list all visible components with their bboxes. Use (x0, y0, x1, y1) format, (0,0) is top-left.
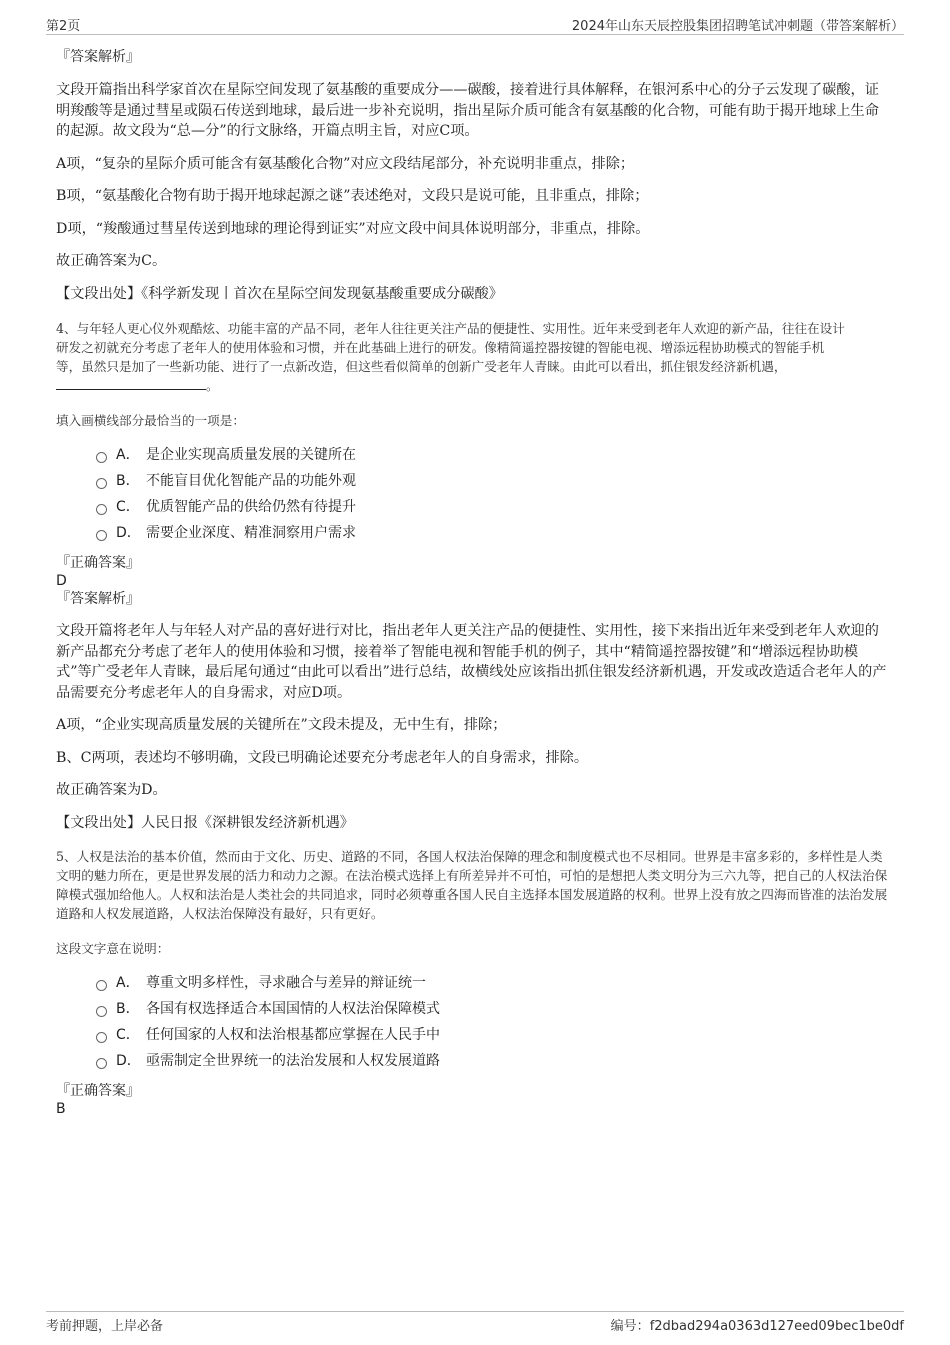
code-label: 编号： (610, 1319, 650, 1334)
q4-option-a-analysis: A项，“企业实现高质量发展的关键所在”文段未提及，无中生有，排除； (56, 717, 507, 733)
radio-button[interactable] (96, 980, 107, 991)
option-letter: B． (116, 473, 140, 489)
q5-stem: 5、人权是法治的基本价值，然而由于文化、历史、道路的不同，各国人权法治保障的理念和制度模式也不尽相同。世界是丰富多彩的，多样性是人类文明的魅力所在，更是世界发展的活力和动力之源。在法治模式选择上有所差异并不可怕，可怕的是想把人类文明分为三六九等，把自己的人权法治保障模式强加给他人。人权和法治是人类社会的共同追求，同时必须尊重各国人民自主选择本国发展道路的权利。世界上没有放之四海而皆准的法治发展道路和人权发展道路，人权法治保障没有最好，只有更好。 (56, 849, 888, 921)
q4-options (96, 442, 892, 546)
q3-analysis-section (56, 48, 892, 304)
radio-button[interactable] (96, 478, 107, 489)
q5-option-d[interactable] (96, 1048, 892, 1074)
radio-button[interactable] (96, 1006, 107, 1017)
q4-option-b[interactable] (96, 468, 892, 494)
page-number: 第2页 (46, 19, 81, 34)
option-letter: A． (116, 975, 140, 991)
q3-analysis-label: 『答案解析』 (56, 49, 140, 65)
q3-option-d-analysis: D项，“羧酸通过彗星传送到地球的理论得到证实”对应文段中间具体说明部分，非重点，排除。 (56, 220, 650, 237)
main-content (56, 44, 892, 1118)
q3-conclusion: 故正确答案为C。 (56, 253, 167, 269)
option-text: 需要企业深度、精准洞察用户需求 (146, 525, 356, 541)
option-letter: B． (116, 1001, 140, 1017)
q4-option-d[interactable] (96, 520, 892, 546)
q4-option-bc-analysis: B、C两项，表述均不够明确，文段已明确论述要充分考虑老年人的自身需求，排除。 (56, 749, 589, 766)
q4-stem-end: 。 (206, 378, 219, 393)
q3-analysis-text: 文段开篇指出科学家首次在星际空间发现了氨基酸的重要成分——碳酸，接着进行具体解释，在银河系中心的分子云发现了碳酸，证明羧酸等是通过彗星或陨石传送到地球，最后进一步补充说明，指出星际介质可能含有氨基酸的化合物，可能有助于揭开地球上生命的起源。故文段为“总—分”的行文脉络，开篇点明主旨，对应C项。 (56, 82, 879, 139)
option-text: 各国有权选择适合本国国情的人权法治保障模式 (146, 1001, 440, 1017)
q3-source: 【文段出处】《科学新发现丨首次在星际空间发现氨基酸重要成分碳酸》 (56, 285, 503, 302)
radio-button[interactable] (96, 1032, 107, 1043)
q4-stem-line: 4、与年轻人更心仪外观酷炫、功能丰富的产品不同，老年人往往更关注产品的便捷性、实用性。近年来受到老年人欢迎的新产品，往往在设计 (56, 321, 845, 336)
fill-blank-line (56, 377, 206, 390)
q4-prompt: 填入画横线部分最恰当的一项是： (56, 413, 245, 428)
q4-stem-line (56, 376, 892, 395)
q5-prompt: 这段文字意在说明： (56, 941, 170, 956)
q4-option-c[interactable] (96, 494, 892, 520)
q5-answer: B (56, 1101, 66, 1117)
code-value: f2dbad294a0363d127eed09bec1be0df (649, 1319, 904, 1334)
q5-option-c[interactable] (96, 1022, 892, 1048)
q4-source: 【文段出处】人民日报《深耕银发经济新机遇》 (56, 814, 354, 831)
option-text: 优质智能产品的供给仍然有待提升 (146, 499, 356, 515)
q4-analysis-label: 『答案解析』 (56, 591, 140, 607)
q3-option-a-analysis: A项，“复杂的星际介质可能含有氨基酸化合物”对应文段结尾部分，补充说明非重点，排除； (56, 155, 635, 172)
page-header (46, 14, 904, 35)
option-text: 尊重文明多样性，寻求融合与差异的辩证统一 (146, 975, 426, 991)
q4-option-a[interactable] (96, 442, 892, 468)
q3-option-b-analysis: B项，“氨基酸化合物有助于揭开地球起源之谜”表述绝对，文段只是说可能，且非重点，排除； (56, 188, 649, 204)
option-letter: C． (116, 1027, 140, 1043)
q4-analysis-text: 文段开篇将老年人与年轻人对产品的喜好进行对比，指出老年人更关注产品的便捷性、实用性，接下来指出近年来受到老年人欢迎的新产品都充分考虑了老年人的使用体验和习惯，接着举了智能电视和智能手机的例子，其中“精简遥控器按键”和“增添远程协助模式”等广受老年人青睐，最后尾句通过“由此可以看出”进行总结，故横线处应该指出抓住银发经济新机遇，开发或改造适合老年人的产品需要充分考虑老年人的自身需求，对应D项。 (56, 623, 887, 701)
question-5 (56, 847, 892, 1118)
option-text: 任何国家的人权和法治根基都应掌握在人民手中 (146, 1027, 440, 1043)
q4-answer-label: 『正确答案』 (56, 555, 140, 571)
page-footer (46, 1311, 904, 1332)
q5-option-b[interactable] (96, 996, 892, 1022)
question-4 (56, 319, 892, 833)
footer-slogan: 考前押题，上岸必备 (46, 1319, 164, 1334)
radio-button[interactable] (96, 452, 107, 463)
option-letter: A． (116, 447, 140, 463)
q4-stem-line: 等，虽然只是加了一些新功能、进行了一点新改造，但这些看似简单的创新广受老年人青睐。由此可以看出，抓住银发经济新机遇， (56, 359, 787, 374)
option-text: 亟需制定全世界统一的法治发展和人权发展道路 (146, 1053, 440, 1069)
q4-answer: D (56, 573, 67, 589)
option-letter: C． (116, 499, 140, 515)
q4-stem (56, 319, 892, 395)
option-text: 不能盲目优化智能产品的功能外观 (146, 473, 356, 489)
option-letter: D． (116, 525, 141, 541)
option-text: 是企业实现高质量发展的关键所在 (146, 447, 356, 463)
q5-answer-label: 『正确答案』 (56, 1083, 140, 1099)
radio-button[interactable] (96, 530, 107, 541)
option-letter: D． (116, 1053, 141, 1069)
radio-button[interactable] (96, 1058, 107, 1069)
q4-conclusion: 故正确答案为D。 (56, 782, 167, 798)
q5-option-a[interactable] (96, 970, 892, 996)
footer-code (611, 1315, 904, 1334)
q5-options (96, 970, 892, 1074)
radio-button[interactable] (96, 504, 107, 515)
q4-stem-line: 研发之初就充分考虑了老年人的使用体验和习惯，并在此基础上进行的研发。像精简遥控器按键的智能电视、增添远程协助模式的智能手机 (56, 340, 825, 355)
document-title: 2024年山东天辰控股集团招聘笔试冲刺题（带答案解析） (571, 19, 904, 34)
